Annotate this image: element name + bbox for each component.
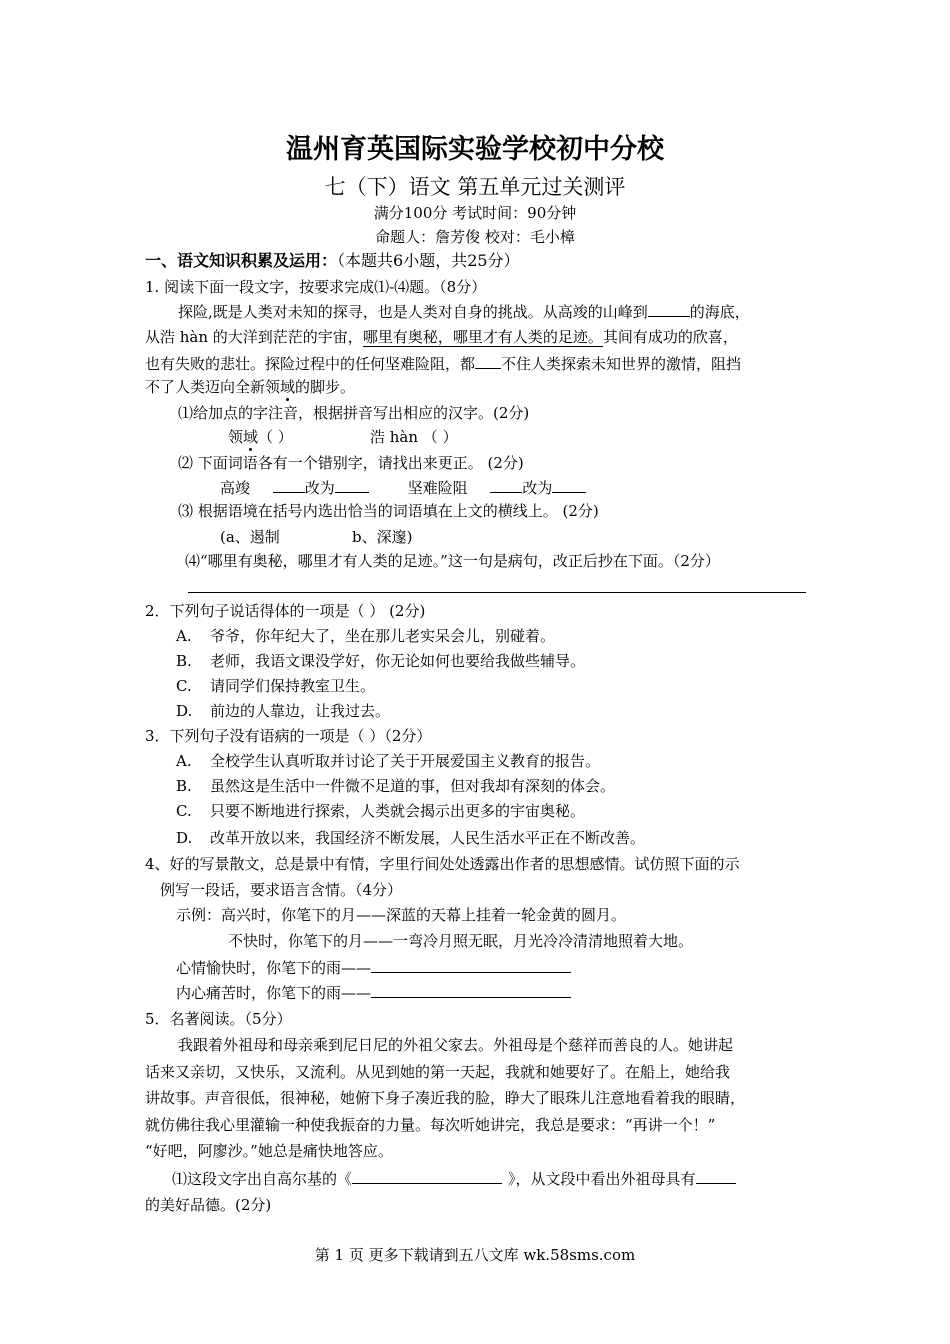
option-text: 虽然这是生活中一件微不足道的事，但对我却有深刻的体会。 <box>210 777 616 795</box>
q1-sub3-choice-b: b、深邃) <box>352 528 413 546</box>
q2-option-d <box>176 701 390 721</box>
q1-stem: 1. 阅读下面一段文字，按要求完成⑴-⑷题。（8分） <box>145 278 487 296</box>
q1-sub1-answer-a <box>228 427 293 447</box>
q4-stem-line-1: 4、好的写景散文，总是景中有情，字里行间处处透露出作者的思想感情。试仿照下面的示 <box>145 855 740 873</box>
exam-subtitle: 七（下）语文 第五单元过关测评 <box>324 175 626 199</box>
option-letter: C. <box>176 802 192 820</box>
exam-info: 满分100分 考试时间：90分钟 <box>373 204 577 222</box>
option-text: 改革开放以来，我国经济不断发展，人民生活水平正在不断改善。 <box>210 829 646 847</box>
q2-stem: 2．下列句子说话得体的一项是（ ） (2分) <box>145 602 426 620</box>
q1-passage-line-3 <box>145 353 741 374</box>
q1-passage-text: 从浩 hàn 的大洋到茫茫的宇宙， <box>145 328 363 346</box>
q1-sub3-choice-a: (a、遏制 <box>220 528 280 546</box>
option-letter: D. <box>176 702 193 720</box>
blank[interactable] <box>490 477 522 493</box>
q1-passage-text: 也有失败的悲壮。探险过程中的任何坚难险阻，都 <box>145 355 476 373</box>
q1-faulty-sentence: 哪里有奥秘，哪里才有人类的足迹。 <box>362 328 603 346</box>
school-title: 温州育英国际实验学校初中分校 <box>286 134 664 165</box>
q1-sub1-answer-b[interactable]: 浩 hàn （ ） <box>370 428 458 446</box>
q1-passage-line-1 <box>178 301 750 322</box>
q1-sub2: ⑵ 下面词语各有一个错别字，请找出来更正。 (2分) <box>178 454 524 472</box>
q1-sub3: ⑶ 根据语境在括号内选出恰当的词语填在上文的横线上。 (2分) <box>178 502 599 520</box>
q5-passage-line: 话来又亲切，又快乐，又流利。从见到她的第一天起，我就和她要好了。在船上，她给我 <box>145 1063 731 1081</box>
q4-example-2: 不快时，你笔下的月——一弯冷月照无眠，月光冷冷清清地照着大地。 <box>228 932 694 950</box>
q1-passage-text: 其间有成功的欣喜， <box>602 328 738 346</box>
section-heading-title: 一、语文知识积累及运用： <box>145 251 338 270</box>
section-heading <box>145 251 520 271</box>
answer-line[interactable] <box>696 1168 736 1184</box>
q5-passage-line: 我跟着外祖母和母亲乘到尼日尼的外祖父家去。外祖母是个慈祥而善良的人。她讲起 <box>178 1036 734 1054</box>
change-to-label: 改为 <box>304 479 335 497</box>
q2-option-b <box>176 651 585 671</box>
answer-line[interactable] <box>371 957 571 973</box>
q1-passage-line-4 <box>145 377 355 397</box>
option-letter: D. <box>176 829 193 847</box>
q3-option-a <box>176 751 600 771</box>
option-text: 爷爷，你年纪大了，坐在那儿老实呆会儿，别碰着。 <box>210 627 556 645</box>
q1-sub4: ⑷“哪里有奥秘，哪里才有人类的足迹。”这一句是病句，改正后抄在下面。（2分） <box>185 552 720 570</box>
option-letter: B. <box>176 652 192 670</box>
blank[interactable] <box>273 477 305 493</box>
dotted-char: 域 <box>280 378 296 396</box>
q5-passage-line: 讲故事。声音很低，很神秘，她俯下身子凑近我的脸，睁大了眼珠儿注意地看着我的眼睛， <box>145 1089 746 1107</box>
option-letter: A. <box>176 752 192 770</box>
blank[interactable] <box>335 477 369 493</box>
q4-example-1: 示例：高兴时，你笔下的月——深蓝的天幕上挂着一轮金黄的圆月。 <box>176 906 627 924</box>
q5-sub1 <box>172 1168 736 1189</box>
q5-passage-line: 就仿佛往我心里灌输一种使我振奋的力量。每次听她讲完，我总是要求：“再讲一个！” <box>145 1116 716 1134</box>
dotted-char: 域 <box>243 428 259 446</box>
page-footer: 第 1 页 更多下载请到五八文库 wk.58sms.com <box>314 1246 636 1264</box>
answer-line[interactable] <box>188 592 806 593</box>
q4-answer-1 <box>176 957 571 978</box>
answer-prompt: 领 <box>228 428 244 446</box>
q4-stem-line-2: 例写一段话，要求语言含情。（4分） <box>160 881 403 899</box>
q3-option-b <box>176 776 615 796</box>
option-letter: B. <box>176 777 192 795</box>
option-text: 老师，我语文课没学好，你无论如何也要给我做些辅导。 <box>210 652 586 670</box>
q1-passage-text: 不了人类迈向全新领 <box>145 378 281 396</box>
option-text: 请同学们保持教室卫生。 <box>210 677 376 695</box>
option-text: 前边的人靠边，让我过去。 <box>210 702 391 720</box>
q5-passage-line: “好吧，阿廖沙。”她总是痛快地答应。 <box>145 1142 393 1160</box>
wrong-word: 高竣 <box>220 479 251 497</box>
q2-option-a <box>176 626 555 646</box>
option-letter: A. <box>176 627 192 645</box>
q3-stem: 3．下列句子没有语病的一项是（ ）（2分） <box>145 727 432 745</box>
answer-line[interactable] <box>352 1168 502 1184</box>
q1-passage-text: 的海底， <box>689 303 750 321</box>
q3-option-d <box>176 828 645 848</box>
q1-passage-text: 的脚步。 <box>295 378 356 396</box>
q4-answer-2 <box>176 982 571 1003</box>
q1-passage-text: 不住人类探索未知世界的激情，阻挡 <box>501 355 742 373</box>
q1-sub2-answers <box>220 477 586 498</box>
q2-option-c <box>176 676 375 696</box>
exam-authors: 命题人：詹芳俊 校对：毛小樟 <box>375 228 575 246</box>
option-text: 只要不断地进行探索，人类就会揭示出更多的宇宙奥秘。 <box>210 802 586 820</box>
blank[interactable] <box>552 477 586 493</box>
q1-passage-text: 探险,既是人类对未知的探寻，也是人类对自身的挑战。从高竣的山峰到 <box>178 303 648 321</box>
option-text: 全校学生认真听取并讨论了关于开展爱国主义教育的报告。 <box>210 752 601 770</box>
blank[interactable] <box>475 353 501 369</box>
change-to-label: 改为 <box>522 479 553 497</box>
q5-sub1-text: 》，从文段中看出外祖母具有 <box>508 1170 696 1188</box>
answer-line[interactable] <box>371 982 571 998</box>
q3-option-c <box>176 801 585 821</box>
q5-stem: 5．名著阅读。（5分） <box>145 1010 292 1028</box>
answer-bracket[interactable]: （ ） <box>258 428 293 446</box>
q5-sub1-end: 的美好品德。(2分) <box>145 1196 272 1214</box>
q1-sub1: ⑴给加点的字注音，根据拼音写出相应的汉字。(2分) <box>178 404 530 422</box>
section-heading-note: （本题共6小题，共25分） <box>337 251 520 270</box>
answer-prompt: 内心痛苦时，你笔下的雨—— <box>176 984 372 1002</box>
q1-passage-line-2 <box>145 327 738 347</box>
option-letter: C. <box>176 677 192 695</box>
wrong-word: 坚难险阻 <box>407 479 468 497</box>
q5-sub1-text: ⑴这段文字出自高尔基的《 <box>172 1170 353 1188</box>
blank[interactable] <box>648 301 690 317</box>
answer-prompt: 心情愉快时，你笔下的雨—— <box>176 959 372 977</box>
